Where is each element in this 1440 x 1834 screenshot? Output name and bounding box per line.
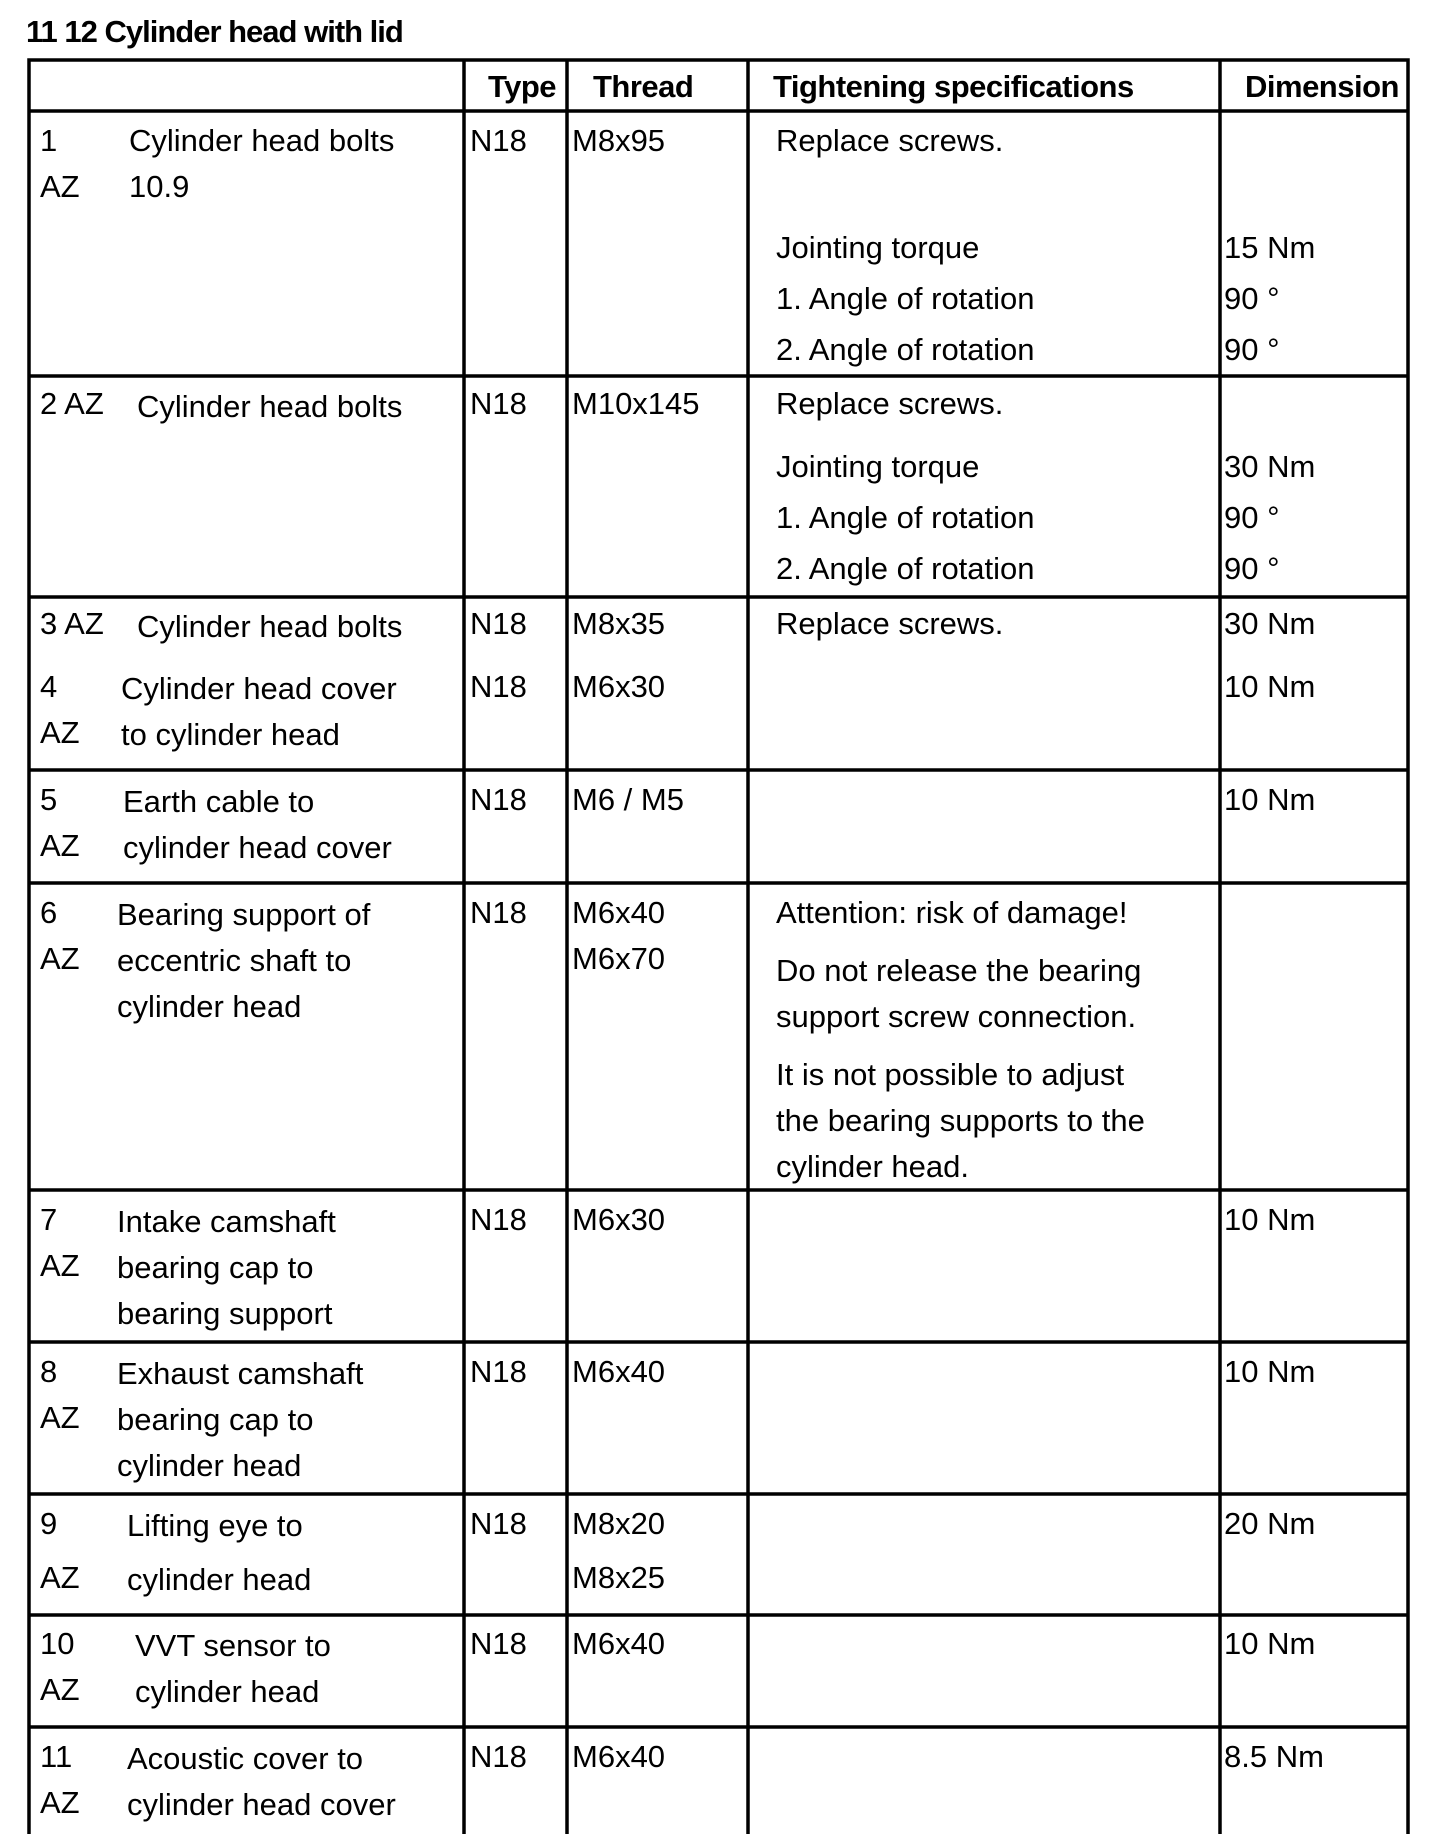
part-name-line: to cylinder head — [121, 717, 340, 752]
type-cell: N18 — [470, 1506, 527, 1541]
type-cell: N18 — [470, 1739, 527, 1774]
type-cell: N18 — [470, 895, 527, 930]
part-name-line: Bearing support of — [117, 897, 371, 932]
part-name-line: eccentric shaft to — [117, 943, 352, 978]
thread-cell: M6 / M5 — [572, 782, 684, 817]
spec-line: cylinder head. — [776, 1149, 970, 1184]
row-az: AZ — [40, 828, 80, 863]
thread-cell: M6x40 — [572, 1354, 666, 1389]
spec-line: 1. Angle of rotation — [776, 281, 1035, 316]
thread-cell: M8x95 — [572, 123, 666, 158]
dimension-value: 8.5 Nm — [1224, 1739, 1324, 1774]
dimension-value: 30 Nm — [1224, 449, 1316, 484]
header-thread: Thread — [593, 69, 694, 104]
part-name-line: Cylinder head bolts — [137, 609, 403, 644]
thread-cell: M6x40 — [572, 1739, 666, 1774]
spec-line: the bearing supports to the — [776, 1103, 1145, 1138]
row-number: 5 — [40, 782, 58, 817]
row-az: AZ — [40, 1672, 80, 1707]
type-cell: N18 — [470, 1202, 527, 1237]
part-name-line: Acoustic cover to — [127, 1741, 364, 1776]
thread-cell: M6x70 — [572, 941, 666, 976]
part-name-line: Earth cable to — [123, 784, 315, 819]
dimension-value: 90 ° — [1224, 332, 1280, 367]
dimension-value: 20 Nm — [1224, 1506, 1316, 1541]
spec-line: Replace screws. — [776, 386, 1004, 421]
dimension-value: 10 Nm — [1224, 1354, 1316, 1389]
dimension-value: 90 ° — [1224, 551, 1280, 586]
dimension-value: 15 Nm — [1224, 230, 1316, 265]
thread-cell: M10x145 — [572, 386, 700, 421]
part-name-line: VVT sensor to — [135, 1628, 331, 1663]
page-title: 11 12 Cylinder head with lid — [26, 14, 403, 49]
row-az: AZ — [40, 1560, 80, 1595]
part-name-line: Intake camshaft — [117, 1204, 336, 1239]
thread-cell: M8x25 — [572, 1560, 666, 1595]
thread-cell: M8x20 — [572, 1506, 666, 1541]
dimension-value: 90 ° — [1224, 500, 1280, 535]
row-number: 2 AZ — [40, 386, 104, 421]
spec-line: support screw connection. — [776, 999, 1137, 1034]
header-tightening-specifications: Tightening specifications — [773, 69, 1134, 104]
spec-line: Replace screws. — [776, 123, 1004, 158]
part-name-line: cylinder head cover — [127, 1787, 396, 1822]
row-az: AZ — [40, 715, 80, 750]
spec-line: It is not possible to adjust — [776, 1057, 1125, 1092]
spec-line: Jointing torque — [776, 449, 980, 484]
part-name-line: bearing cap to — [117, 1402, 314, 1437]
row-az: AZ — [40, 1248, 80, 1283]
type-cell: N18 — [470, 606, 527, 641]
type-cell: N18 — [470, 782, 527, 817]
part-name-line: cylinder head cover — [123, 830, 392, 865]
spec-line: Jointing torque — [776, 230, 980, 265]
row-number: 8 — [40, 1354, 58, 1389]
part-name-line: Cylinder head cover — [121, 671, 397, 706]
part-name-line: Cylinder head bolts — [129, 123, 395, 158]
thread-cell: M6x30 — [572, 669, 666, 704]
dimension-value: 10 Nm — [1224, 669, 1316, 704]
thread-cell: M6x30 — [572, 1202, 666, 1237]
row-number: 6 — [40, 895, 58, 930]
spec-line: 2. Angle of rotation — [776, 332, 1035, 367]
type-cell: N18 — [470, 123, 527, 158]
header-dimension: Dimension — [1245, 69, 1399, 104]
row-number: 10 — [40, 1626, 75, 1661]
dimension-value: 10 Nm — [1224, 782, 1316, 817]
thread-cell: M6x40 — [572, 1626, 666, 1661]
part-name-line: Cylinder head bolts — [137, 389, 403, 424]
spec-line: Attention: risk of damage! — [776, 895, 1128, 930]
row-number: 4 — [40, 669, 58, 704]
dimension-value: 10 Nm — [1224, 1626, 1316, 1661]
part-name-line: cylinder head — [135, 1674, 320, 1709]
row-number: 3 AZ — [40, 606, 104, 641]
row-number: 7 — [40, 1202, 58, 1237]
type-cell: N18 — [470, 1354, 527, 1389]
type-cell: N18 — [470, 669, 527, 704]
thread-cell: M6x40 — [572, 895, 666, 930]
row-number: 1 — [40, 123, 58, 158]
row-az: AZ — [40, 169, 80, 204]
part-name-line: cylinder head — [117, 1448, 302, 1483]
type-cell: N18 — [470, 386, 527, 421]
header-type: Type — [488, 69, 557, 104]
row-number: 9 — [40, 1506, 58, 1541]
part-name-line: bearing support — [117, 1296, 333, 1331]
part-name-line: Exhaust camshaft — [117, 1356, 364, 1391]
dimension-value: 90 ° — [1224, 281, 1280, 316]
part-name-line: cylinder head — [127, 1562, 312, 1597]
row-number: 11 — [40, 1739, 73, 1774]
part-name-line: cylinder head — [117, 989, 302, 1024]
dimension-value: 10 Nm — [1224, 1202, 1316, 1237]
row-az: AZ — [40, 1785, 80, 1820]
part-name-line: Lifting eye to — [127, 1508, 303, 1543]
spec-line: 1. Angle of rotation — [776, 500, 1035, 535]
part-name-line: bearing cap to — [117, 1250, 314, 1285]
dimension-value: 30 Nm — [1224, 606, 1316, 641]
row-az: AZ — [40, 941, 80, 976]
thread-cell: M8x35 — [572, 606, 666, 641]
part-name-line: 10.9 — [129, 169, 190, 204]
spec-line: 2. Angle of rotation — [776, 551, 1035, 586]
spec-line: Replace screws. — [776, 606, 1004, 641]
row-az: AZ — [40, 1400, 80, 1435]
spec-line: Do not release the bearing — [776, 953, 1142, 988]
type-cell: N18 — [470, 1626, 527, 1661]
